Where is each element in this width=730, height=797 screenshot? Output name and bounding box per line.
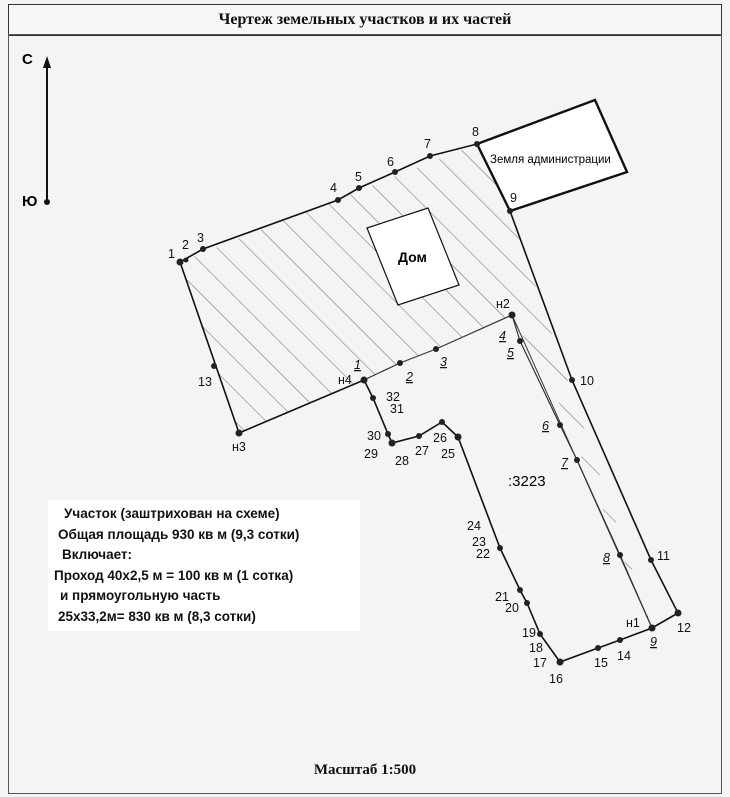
legend-line-2: Общая площадь 930 кв м (9,3 сотки) [58, 526, 300, 542]
point-label-25: 25 [441, 447, 455, 461]
parcel-number-label: :3223 [508, 473, 546, 490]
point-label-6: 6 [387, 155, 394, 169]
admin-land-label: Земля администрации [490, 154, 611, 166]
point-label-30: 30 [367, 429, 381, 443]
point-label-7: 7 [424, 137, 431, 151]
passage-label-1: 1 [354, 358, 361, 372]
legend-line-6: 25х33,2м= 830 кв м (8,3 сотки) [58, 608, 256, 624]
compass-arrow [43, 56, 51, 205]
point-label-14: 14 [617, 649, 631, 663]
point-label-12: 12 [677, 621, 691, 635]
point-label-18: 18 [529, 641, 543, 655]
point-label-1: 1 [168, 247, 175, 261]
point-label-8: 8 [472, 125, 479, 139]
point-label-26: 26 [433, 431, 447, 445]
legend-line-1: Участок (заштрихован на схеме) [64, 506, 280, 521]
point-label-13: 13 [198, 375, 212, 389]
point-label-27: 27 [415, 444, 429, 458]
point-label-9: 9 [510, 191, 517, 205]
point-label-5: 5 [355, 170, 362, 184]
legend-line-5: и прямоугольную часть [60, 588, 221, 603]
point-label-29: 29 [364, 447, 378, 461]
drawing-title: Чертеж земельных участков и их частей [218, 11, 512, 28]
passage-label-5: 5 [507, 346, 514, 360]
point-label-21: 21 [495, 590, 509, 604]
point-label-23: 23 [472, 535, 486, 549]
point-label-n2: н2 [496, 297, 510, 311]
point-label-24: 24 [467, 519, 481, 533]
compass-north-label: С [22, 51, 33, 68]
passage-label-8: 8 [603, 551, 610, 565]
scale-label: Масштаб 1:500 [313, 762, 417, 778]
passage-strip [364, 315, 652, 628]
passage-edge [512, 315, 652, 628]
legend-line-3: Включает: [62, 547, 133, 562]
point-label-19: 19 [522, 626, 536, 640]
passage-label-6: 6 [542, 419, 549, 433]
point-label-32: 32 [386, 390, 400, 404]
point-label-15: 15 [594, 656, 608, 670]
passage-label-2: 2 [406, 370, 413, 384]
point-label-n4: н4 [338, 373, 352, 387]
point-label-11: 11 [657, 549, 670, 563]
house-label: Дом [398, 249, 427, 265]
passage-label-9: 9 [650, 635, 657, 649]
point-label-n1: н1 [626, 616, 640, 630]
passage-label-7: 7 [561, 456, 568, 470]
point-label-17: 17 [533, 656, 547, 670]
point-label-2: 2 [182, 238, 189, 252]
passage-label-3: 3 [440, 355, 447, 369]
legend-line-4: Проход 40х2,5 м = 100 кв м (1 сотка) [54, 567, 294, 583]
passage-label-4: 4 [499, 329, 506, 343]
point-label-16: 16 [549, 672, 563, 686]
point-label-10: 10 [580, 374, 594, 388]
point-label-31: 31 [390, 402, 404, 416]
point-label-3: 3 [197, 231, 204, 245]
point-label-4: 4 [330, 181, 337, 195]
parcel-legend [48, 500, 360, 631]
point-label-n3: н3 [232, 440, 246, 454]
point-label-20: 20 [505, 601, 519, 615]
compass-south-label: Ю [22, 193, 38, 210]
point-label-22: 22 [476, 547, 490, 561]
point-label-28: 28 [395, 454, 409, 468]
